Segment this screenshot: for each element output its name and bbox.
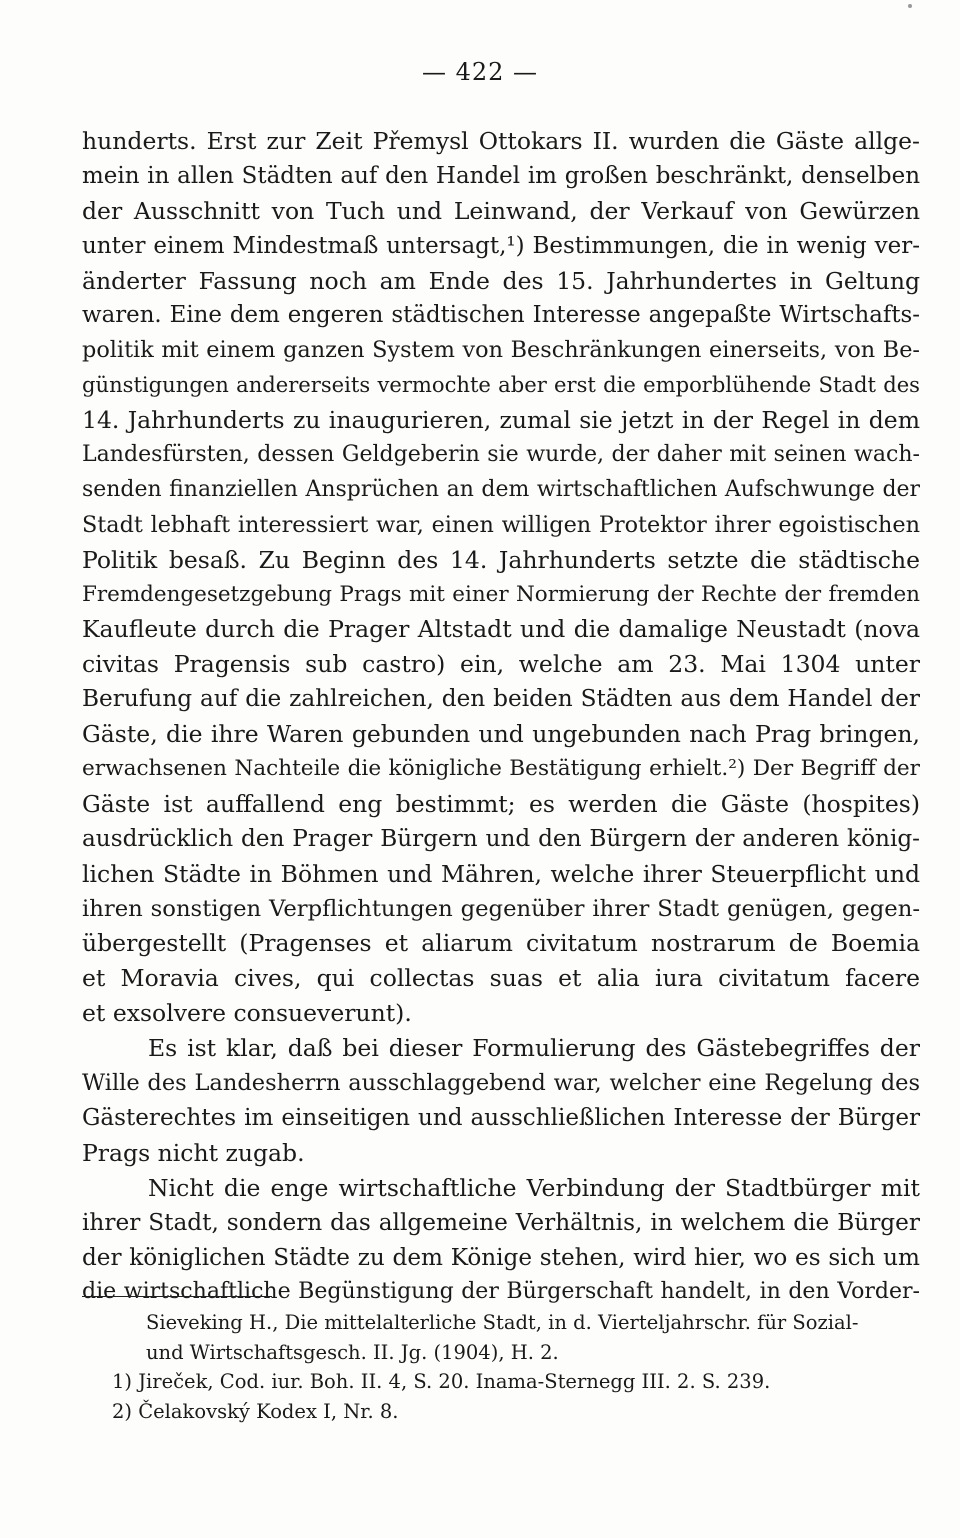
text-line: günstigungen andererseits vermochte aber erst die emporblühende Stadt des xyxy=(82,372,920,398)
text-line: Wille des Landesherrn ausschlaggebend war, welcher eine Regelung des xyxy=(82,1070,920,1097)
text-line: der Ausschnitt von Tuch und Leinwand, der Verkauf von Gewürzen xyxy=(82,196,920,225)
text-line: lichen Städte in Böhmen und Mähren, welche ihrer Steuerpflicht und xyxy=(82,859,920,888)
text-line: senden finanziellen Ansprüchen an dem wirtschaftlichen Aufschwunge der xyxy=(82,476,920,502)
text-line: waren. Eine dem engeren städtischen Interesse angepaßte Wirtschafts- xyxy=(82,302,920,329)
scan-speck xyxy=(908,4,912,8)
text-line: Fremdengesetzgebung Prags mit einer Normierung der Rechte der fremden xyxy=(82,581,920,607)
text-line: ihrer Stadt, sondern das allgemeine Verhältnis, in welchem die Bürger xyxy=(82,1208,920,1236)
text-line: ausdrücklich den Prager Bürgern und den Bürgern der anderen könig- xyxy=(82,825,920,852)
paragraph-first-line: Es ist klar, daß bei dieser Formulierung des Gästebegriffes der xyxy=(148,1034,920,1063)
text-line: unter einem Mindestmaß untersagt,¹) Bestimmungen, die in wenig ver- xyxy=(82,232,920,259)
text-line: Kaufleute durch die Prager Altstadt und die damalige Neustadt (nova xyxy=(82,615,920,644)
text-line: änderter Fassung noch am Ende des 15. Jahrhundertes in Geltung xyxy=(82,266,920,295)
footnote-2: 2) Čelakovský Kodex I, Nr. 8. xyxy=(112,1399,399,1423)
text-line: 14. Jahrhunderts zu inaugurieren, zumal sie jetzt in der Regel in dem xyxy=(82,406,920,435)
text-line: die wirtschaftliche Begünstigung der Bürgerschaft handelt, in den Vorder- xyxy=(82,1279,920,1305)
text-line: civitas Pragensis sub castro) ein, welche am 23. Mai 1304 unter xyxy=(82,650,920,679)
text-line: et Moravia cives, qui collectas suas et alia iura civitatum facere xyxy=(82,964,920,993)
text-line: Politik besaß. Zu Beginn des 14. Jahrhunderts setzte die städtische xyxy=(82,545,920,574)
text-line: ihren sonstigen Verpflichtungen gegenüber ihrer Stadt genügen, gegen- xyxy=(82,895,920,922)
page-number: — 422 — xyxy=(421,58,539,86)
footnote-line: und Wirtschaftsgesch. II. Jg. (1904), H. 2. xyxy=(146,1340,559,1364)
text-line: Prags nicht zugab. xyxy=(82,1138,305,1167)
text-line: Landesfürsten, dessen Geldgeberin sie wurde, der daher mit seinen wach- xyxy=(82,442,920,468)
text-line: mein in allen Städten auf den Handel im großen beschränkt, denselben xyxy=(82,162,920,189)
footnote-line: Sieveking H., Die mittelalterliche Stadt, in d. Vierteljahrschr. für Sozial- xyxy=(146,1311,859,1334)
text-line: Gästerechtes im einseitigen und ausschließlichen Interesse der Bürger xyxy=(82,1104,920,1131)
body-text xyxy=(82,124,920,1310)
footnote-divider xyxy=(82,1296,272,1297)
paragraph-first-line: Nicht die enge wirtschaftliche Verbindung der Stadtbürger mit xyxy=(148,1173,920,1202)
text-line: übergestellt (Pragenses et aliarum civitatum nostrarum de Boemia xyxy=(82,929,920,958)
text-line: Stadt lebhaft interessiert war, einen willigen Protektor ihrer egoistischen xyxy=(82,511,920,538)
text-line: Berufung auf die zahlreichen, den beiden Städten aus dem Handel der xyxy=(82,685,920,713)
footnotes xyxy=(82,1308,920,1426)
text-line: politik mit einem ganzen System von Beschränkungen einerseits, von Be- xyxy=(82,337,920,364)
text-line: Gäste ist auffallend eng bestimmt; es werden die Gäste (hospites) xyxy=(82,789,920,818)
text-line: hunderts. Erst zur Zeit Přemysl Ottokars II. wurden die Gäste allge- xyxy=(82,127,920,155)
text-line: Gäste, die ihre Waren gebunden und ungebunden nach Prag bringen, xyxy=(82,720,920,749)
footnote-1: 1) Jireček, Cod. iur. Boh. II. 4, S. 20. Inama-Sternegg III. 2. S. 239. xyxy=(112,1370,771,1394)
text-line: der königlichen Städte zu dem Könige stehen, wird hier, wo es sich um xyxy=(82,1244,920,1271)
text-line: et exsolvere consueverunt). xyxy=(82,999,412,1028)
text-line: erwachsenen Nachteile die königliche Bestätigung erhielt.²) Der Begriff der xyxy=(82,756,920,782)
